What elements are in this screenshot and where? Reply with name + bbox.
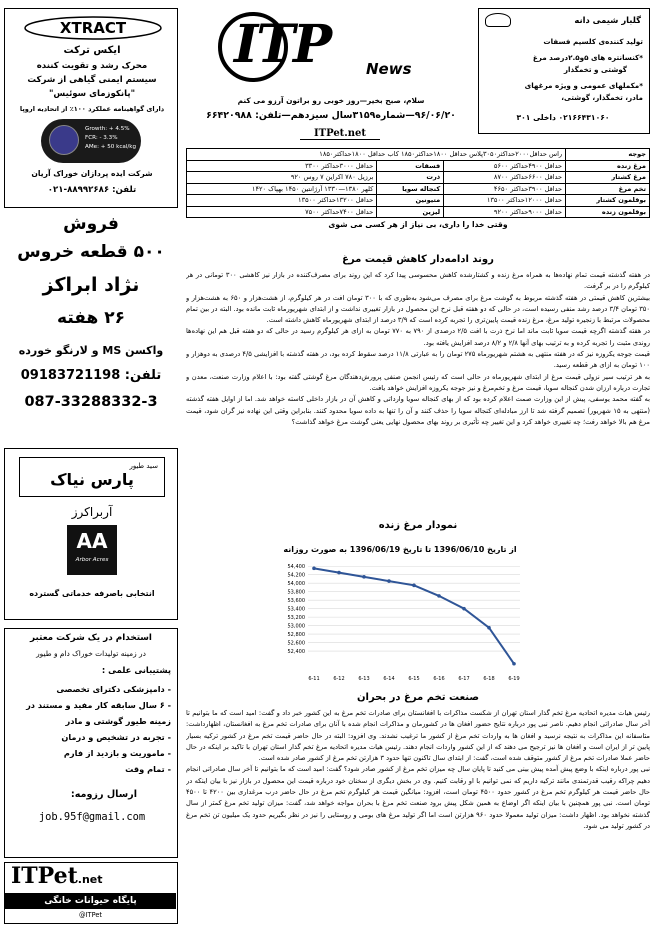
price-table	[186, 148, 650, 218]
price-cell: حداقل ۹۰۰۰حداکثر ۹۲۰۰	[444, 206, 566, 218]
job-requirements	[7, 681, 171, 777]
price-cell: حداقل ۳۹۰۰حداکثر ۴۶۵۰	[444, 183, 566, 195]
article2-body	[186, 708, 650, 922]
chart-data-point	[487, 626, 491, 630]
job-item: - تجربه در تشخیص و درمان	[61, 732, 171, 742]
price-cell: جوجه	[566, 149, 650, 161]
job-item: - ۶ سال سابقه کار مفید و مستند در	[26, 700, 171, 710]
chart-y-tick-label: 53,000	[287, 623, 305, 630]
article1-paragraph: بیشترین کاهش قیمتی در هفته گذشته مربوط به گوشت مرغ برای مصرف می‌شود به‌طوری که با ۳۰۰ تومان افت در هر کیلوگرم، از هشت‌هزار و ۶۵۰ به هشت‌هزار و ۳۵۰ تومان ۳/۴ درصد رشد منفی رسیده است، در حالی که دو هفته قبل نرخ این محصول در بازار تغییری نداشت و از ابتدای شهریورماه ثابت مانده بود. البته در بین تمام محصولات مرتبط با زنجیره تولید مرغ، مرغ زنده قیمت پایین‌تری را تجربه کرده است که ۳/۹ درصد از ابتدای شهریورماه کاهش داشته است.	[186, 293, 650, 325]
job-subtitle: در زمینه تولیدات خوراک دام و طیور	[36, 649, 146, 658]
chart-y-tick-label: 53,400	[287, 606, 305, 613]
chart-data-point	[312, 567, 316, 571]
article2-paragraph: رئیس هیات مدیره اتحادیه مرغ تخم گذار استان تهران از شکست مذاکرات با افغانستان برای صادرات تخم مرغ به این کشور خبر داد و گفت: امید است که ما بتوانیم تا آخر سال صادراتی انجام دهیم. ناصر نبی پور درباره نتایج حضور افغان ها در کشورمان و مذاکرات انجام شده با آنان برای صادرات تخم مرغ به افغانستان، اظهارداشت: متاسفانه این مذاکرات به نتیجه نرسید و افغان ها به واردات تخم مرغ از کشور ما ترغیب نشدند. وی افزود: البته در حال حاضر قیمت تخم مرغ در کشور ترکیه بسیار پایین تر از ایران است و افغان ها نیز ترجیح می دهند که از این کشور واردات انجام دهند. رئیس هیات مدیره اتحادیه مرغ تخم گذار استان تهران با تاکید بر اینکه در حال حاضر عملا صادرات تخم مرغ از کشور متوقف شده است، گفت: از ابتدای سال تاکنون تنها حدود ۳ هزارتن تخم مرغ از کشور صادر شده است.	[186, 709, 650, 763]
price-cell: مرغ زنده	[566, 160, 650, 172]
chart-y-tick-label: 53,800	[287, 589, 305, 596]
price-row	[187, 183, 650, 195]
live-chicken-chart	[270, 540, 530, 688]
itp-logo-news: News	[366, 60, 412, 78]
itpet-ad[interactable]	[4, 862, 178, 924]
xtract-product-badge	[41, 119, 141, 163]
price-cell: حداقل ۴۹۰۰حداکثر ۵۶۰۰	[444, 160, 566, 172]
chart-series-line	[314, 568, 514, 663]
chart-y-tick-label: 53,200	[287, 615, 305, 622]
price-cell: بوقلمون کشتار	[566, 195, 650, 207]
price-row	[187, 195, 650, 207]
article2-title: صنعت تخم مرغ در بحران	[357, 692, 479, 703]
chart-x-tick-label: 6-12	[333, 676, 345, 682]
golbar-line4: *مکملهای عمومی و ویژه مرغهای	[524, 81, 643, 90]
xtract-line4: دارای گواهینامه عملکرد ۱۰۰٪ از اتحادیه اروپا	[19, 105, 165, 113]
xtract-line3: "پانکوزمای سوئیس"	[48, 89, 136, 99]
job-ad[interactable]	[4, 628, 178, 858]
chart-x-tick-label: 6-14	[383, 676, 395, 682]
chart-x-tick-label: 6-13	[358, 676, 370, 682]
sale-phone2: 087-33288332-3	[24, 394, 158, 410]
price-cell: متیونین	[377, 195, 444, 207]
price-cell: مرغ کشتار	[566, 172, 650, 184]
job-resume-label: ارسال رزومه:	[70, 789, 137, 800]
article1-title: روند ادامه‌دار کاهش قیمت مرغ	[342, 254, 494, 265]
price-cell: حداقل ۷۴۰۰حداکثر ۷۵۰۰	[187, 206, 377, 218]
price-cell: بوقلمون زنده	[566, 206, 650, 218]
parsniyak-ad[interactable]	[4, 448, 178, 620]
golbar-line1: تولید کننده‌ی کلسیم فسفات	[543, 37, 643, 46]
chart-y-tick-label: 54,000	[287, 581, 305, 588]
rooster-sale-ad[interactable]	[4, 212, 178, 442]
article1-paragraph: به گفته محمد یوسفی، پیش از این وزارت صمت اعلام کرده بود که از بهای کنجاله سویا وارداتی و کاهش آن در بازار داخلی کاسته خواهد شد. اما از اوایل هفته گذشته (منتهی به ۱۵ شهریور) تصمیم گرفته شد تا ارز مبادله‌ای کنجاله سویا را حذف کنند و آن را تنها به داده سویا محدود کنند. بنابراین وقتی این نهاده نیز گران شود، قیمت مرغ هم بالا خواهد رفت؛ چه تغییری خواهد کرد و این تغییر چه تأثیری بر روند بهای محصول نهایی یعنی گوشت مرغ خواهد گذاشت؟	[186, 395, 650, 426]
sale-line4: ۲۶ هفته	[57, 308, 125, 328]
chart-data-point	[387, 579, 391, 583]
chart-x-tick-label: 6-18	[483, 676, 495, 682]
arbor-acres-logo-icon: AA Arbor Acres	[67, 525, 117, 575]
job-item: - دامپزشکی دکترای تخصصی	[56, 684, 171, 694]
xtract-line1: محرک رشد و تقویت کننده	[36, 61, 148, 71]
chart-data-point	[362, 575, 366, 579]
price-row	[187, 149, 650, 161]
xtract-ad[interactable]	[4, 8, 178, 208]
chart-x-tick-label: 6-19	[508, 676, 520, 682]
xtract-title: ایکس ترکت	[63, 45, 121, 56]
chart-y-tick-label: 52,400	[287, 649, 305, 656]
chart-x-tick-label: 6-11	[308, 676, 320, 682]
article1-paragraph: در هفته گذشته قیمت تمام نهاده‌ها به همراه مرغ زنده و کشتارشده کاهش محسوسی پیدا کرد که این روند برای مصرف‌کننده در بازار نیز کاهشی ۳۰۰ تومانی در هر کیلوگرم را در بر گرفت.	[186, 271, 650, 291]
price-cell: حداقل ۱۲۰۰۰حداکثر ۱۳۵۰۰	[444, 195, 566, 207]
golbar-line2: *کنسانتره های ۵و۲.۵درصد مرغ	[532, 53, 643, 62]
svg-text:XTRACT: XTRACT	[59, 19, 127, 37]
price-cell: لیزین	[377, 206, 444, 218]
itpet-tagline: پایگاه حیوانات خانگی	[5, 893, 176, 909]
table-note: وقتی خدا را داری، بی نیاز از هر کسی می شوی	[328, 220, 508, 229]
chart-data-point	[512, 662, 516, 666]
eu-stars-icon	[49, 125, 79, 155]
job-item: زمینه طیور گوشتی و مادر	[65, 716, 171, 726]
company-logo-icon	[485, 13, 511, 27]
price-cell: کلهر ۱۳۸۰—۱۳۳۰ آرژانتین ۱۴۵۰ بهپاک ۱۴۲۰	[187, 183, 377, 195]
chart-y-tick-label: 52,600	[287, 640, 305, 647]
job-section: پشتیبانی علمی :	[101, 665, 171, 675]
golbar-phone: ۰۲۱۶۶۴۳۱۰۶۰ داخلی ۳۰۱	[516, 113, 610, 122]
price-cell: حداقل ۶۶۰۰حداکثر ۸۷۰۰	[444, 172, 566, 184]
sale-line5: واکسن MS و لارنگو خورده	[18, 344, 164, 357]
chart-subtitle: از تاریخ 1396/06/10 تا تاریخ 1396/06/19 به صورت روزانه	[283, 545, 517, 554]
price-cell: کنجاله سویا	[377, 183, 444, 195]
price-cell: ذرت	[377, 172, 444, 184]
golbar-line5: مادر، تخمگذار، گوشتی،	[561, 93, 643, 102]
xtract-company: شرکت ایده پردازان خوراک آریان	[31, 169, 153, 178]
chart-y-tick-label: 54,200	[287, 572, 305, 579]
sale-phone1: تلفن: 09183721198	[20, 368, 162, 383]
article1-paragraph: به هر ترتیب سیر نزولی قیمت مرغ از ابتدای شهریورماه در حالی است که رئیس انجمن صنفی پرورش‌دهندگان مرغ گوشتی گفته بود: با اعلام وزارت صنعت، معدن و تجارت درباره ارزان شدن کنجاله سویا، قیمت مرغ و تخم‌مرغ و نیز جوجه یکروزه افزایش خواهد یافت.	[186, 372, 650, 392]
job-email[interactable]: job.95f@gmail.com	[38, 811, 146, 823]
chart-x-tick-label: 6-17	[458, 676, 470, 682]
parsniyak-breed: آربراکرز	[71, 505, 113, 519]
article1-paragraph: در هفته گذشته اگرچه قیمت سویا ثابت ماند اما نرخ ذرت با افت ۲/۵ درصدی از ۷۹۰ به ۷۷۰ تومان به ازای هر کیلوگرم رسید در حالی که دو هفته قبل هم این نهاده‌ها روندی مثبت را تجربه کرده و به ترتیب بهای آنها ۲/۸ و ۸/۲ درصد افزایش یافته بود.	[186, 327, 650, 347]
sale-line1: فروش	[63, 214, 119, 234]
chart-x-tick-label: 6-16	[433, 676, 445, 682]
price-row	[187, 206, 650, 218]
chart-data-point	[462, 607, 466, 611]
price-cell: تخم مرغ	[566, 183, 650, 195]
sale-line2: ۵۰۰ قطعه خروس	[17, 242, 165, 262]
article2-paragraph: نبی پور درباره اینکه با وضع پیش آمده پیش بینی می کنید تا پایان سال چه میزان تخم مرغ از کشور صادر شود؟ گفت: امید است که ما بتوانیم تا آخر سال صادراتی انجام دهیم چراکه رقیب قدرتمندی مانند ترکیه داریم که نمی توانیم با او رقابت کنیم. وی در بخش دیگری از سخنان خود درباره قیمت این محصول در بازار نیز با بیان اینکه در حال حاضر قیمت هر کیلوگرم تخم مرغ در کشور حدود ۴۵۰۰ تومان است، افزود: میانگین قیمت هر کیلوگرم تخم مرغ در حال حاضر درب مرغداری بین ۴۲۰۰ تا ۴۵۰۰ تومان است. نبی پور همچنین با بیان اینکه اگر اوضاع به همین شکل پیش برود صنعت تخم مرغ با بحران مواجه خواهد شد، گفت: میزان تولید تخم مرغ کمتر از سال گذشته نخواهد بود. اظهار داشت: میزان تولید معمولا حدود ۹۶۰ هزارتن است اما اگر تولید مرغ های بومی و روستایی را نیز در نظر بگیریم حدود یک میلیون تن تخم مرغ در کشور تولید می شود.	[186, 765, 650, 830]
price-cell: حداقل ۳۰۰۰حداکثر ۳۳۰۰	[187, 160, 377, 172]
job-title: استخدام در یک شرکت معتبر	[30, 633, 152, 643]
itp-news-logo	[218, 12, 448, 92]
itp-logo-text: ITP	[234, 14, 331, 75]
price-row	[187, 160, 650, 172]
article1-body	[186, 270, 650, 502]
job-item: - تمام وقت	[125, 764, 171, 774]
xtract-line2: سیستم ایمنی گیاهی از شرکت	[27, 75, 157, 85]
chart-heading: نمودار مرغ زنده	[378, 520, 458, 531]
golbar-line3: گوشتی و تخمگذار	[563, 65, 627, 74]
itpet-logo: ITPet.net	[11, 863, 103, 889]
chart-data-point	[437, 594, 441, 598]
header-brand-line[interactable]: ITPet.net	[300, 128, 380, 140]
header-issue-line: ۹۶/۰۶/۲۰—شماره۳۱۵۹سال سیزدهم—تلفن: ۶۶۴۲۰۹۸۸	[206, 110, 456, 121]
parsniyak-logo: سید طیور پارس نیاک	[19, 457, 165, 497]
header-slogan: سلام، صبح بخیر—روز خوبی رو براتون آرزو می کنم	[237, 96, 425, 105]
parsniyak-tagline: انتخابی باصرفه خدماتی گسترده	[29, 589, 155, 598]
price-cell: حداقل ۱۳۲۰۰حداکثر ۱۳۵۰۰	[187, 195, 377, 207]
chart-y-tick-label: 52,800	[287, 632, 305, 639]
xtract-phone: تلفن: ۸۸۹۹۲۶۸۶-۰۲۱	[47, 185, 137, 195]
chart-x-tick-label: 6-15	[408, 676, 420, 682]
chart-y-tick-label: 54,400	[287, 564, 305, 571]
price-cell: برزیل ۷۸۰ اکراین ۷ روس ۹۲۰	[187, 172, 377, 184]
chart-data-point	[337, 571, 341, 575]
chart-y-tick-label: 53,600	[287, 598, 305, 605]
price-row	[187, 172, 650, 184]
sale-line3: نژاد ابراکز	[42, 274, 140, 296]
chart-data-point	[412, 584, 416, 588]
price-cell: راس حداقل۲۰۰۰حداکثر۳۰۵۰پلاس حداقل ۱۸۰۰حداکثر۱۸۵۰ کاب حداقل ۱۸۰۰حداکثر۱۸۵۰	[187, 149, 566, 161]
job-item: - ماموریت و بازدید از فارم	[63, 748, 171, 758]
itpet-handle[interactable]: @ITPet	[79, 911, 102, 919]
article1-paragraph: قیمت جوجه یکروزه نیز که در هفته منتهی به هشتم شهریورماه ۲۷۵ تومان را به عبارتی ۱۱/۸ درصد سقوط کرده بود، در هفته گذشته با افزایشی ۴/۵ درصدی به دوهزار و ۱۰۰ تومان به ازای هر قطعه رسید.	[186, 350, 650, 370]
price-cell: فسفات	[377, 160, 444, 172]
xtract-stats: Growth: + 4.5% FCR: - 3.3% AMe: + 50 kcal/kg	[85, 126, 137, 150]
xtract-logo-icon	[23, 15, 163, 41]
golbar-title: گلبار شیمی دانه	[574, 15, 641, 25]
golbar-shimi-ad[interactable]	[478, 8, 650, 134]
